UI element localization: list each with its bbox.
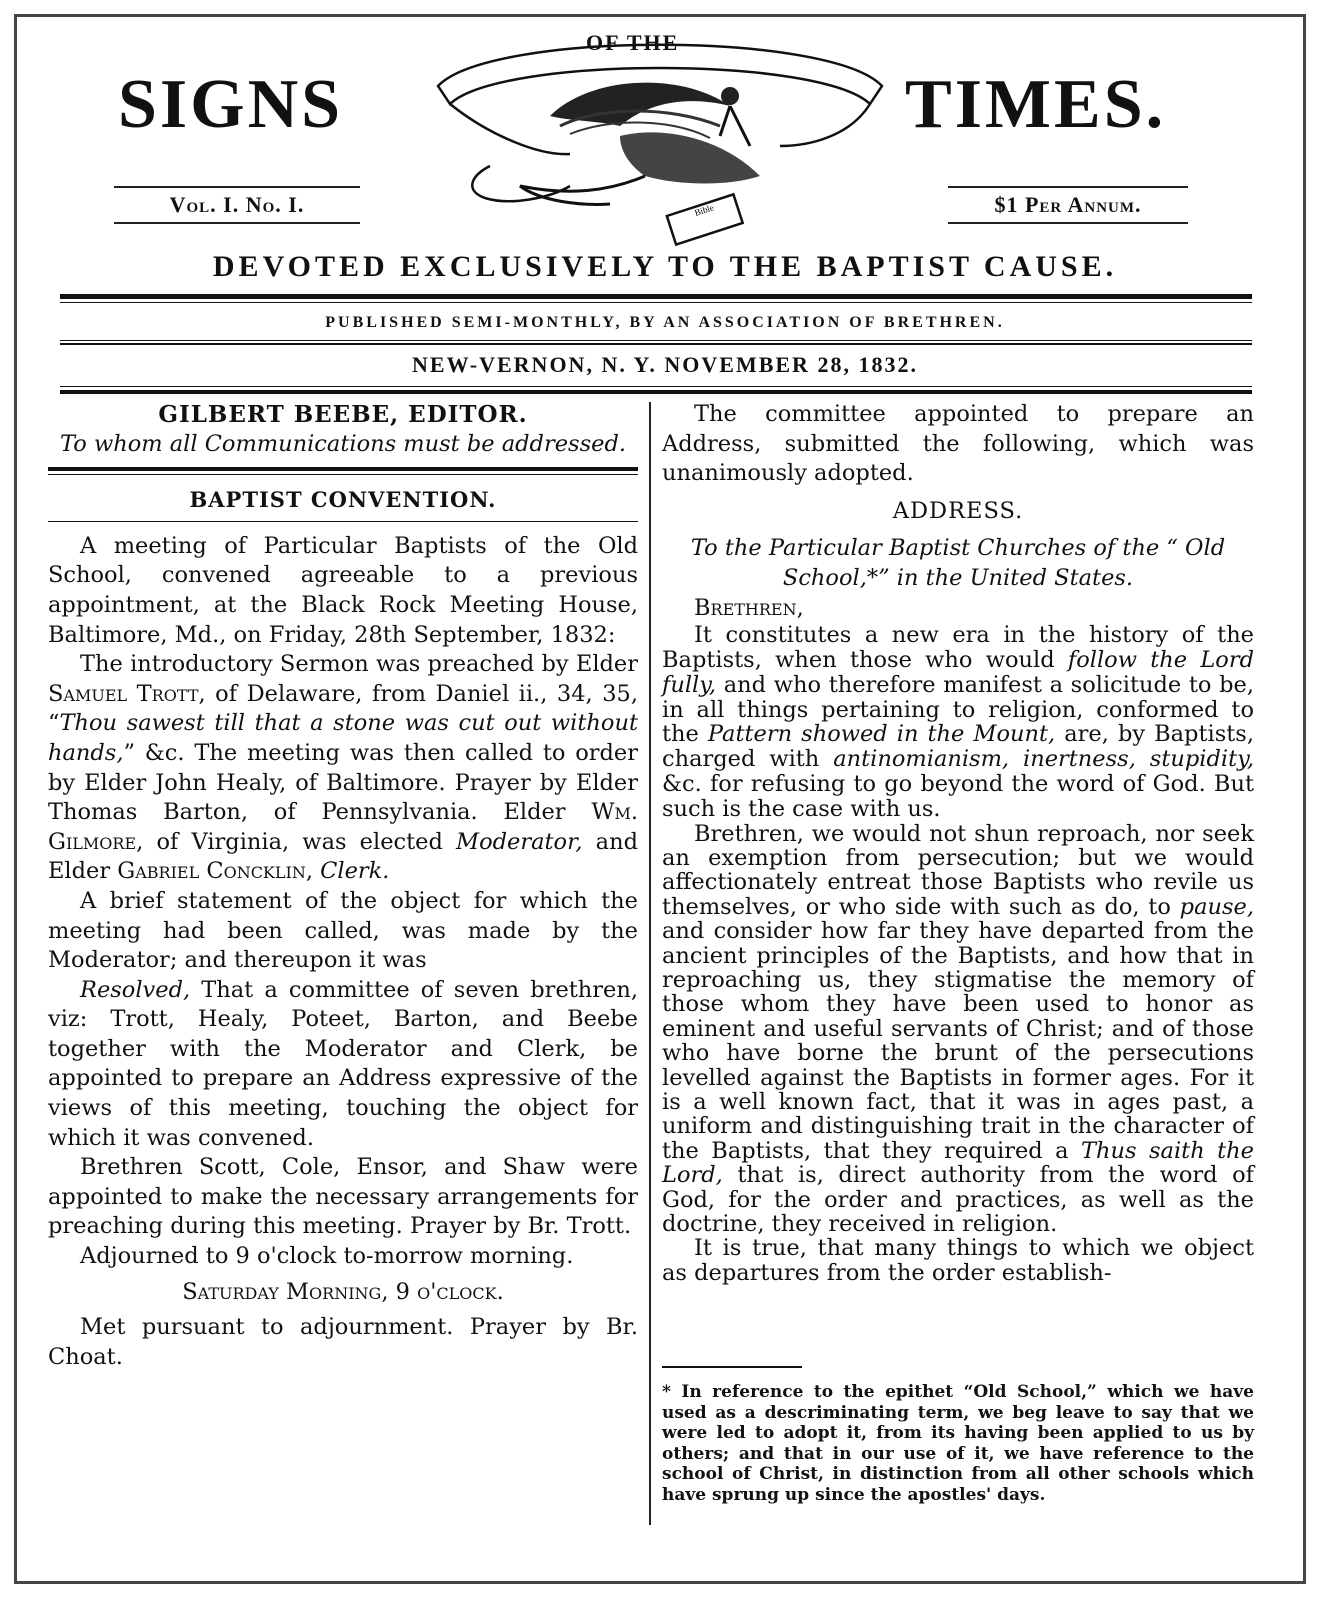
bible-label: Bible bbox=[693, 202, 715, 218]
right-column bbox=[662, 400, 1254, 1285]
publication-line: PUBLISHED SEMI-MONTHLY, BY AN ASSOCIATION OF BRETHREN. bbox=[325, 314, 1005, 331]
divider bbox=[60, 294, 1252, 299]
editor-heading: GILBERT BEEBE, EDITOR. bbox=[158, 401, 528, 428]
paragraph: Adjourned to 9 o'clock to-morrow morning. bbox=[80, 1243, 574, 1270]
subheading: Saturday Morning, 9 o'clock. bbox=[182, 1278, 504, 1305]
dateline: NEW-VERNON, N. Y. NOVEMBER 28, 1832. bbox=[412, 352, 918, 377]
column-divider bbox=[649, 402, 651, 1525]
angel-emblem-icon bbox=[430, 26, 890, 256]
divider bbox=[60, 302, 1252, 303]
divider bbox=[60, 340, 1252, 341]
divider bbox=[60, 343, 1252, 345]
paragraph: It is true, that many things to which we object as departures from the order establish- bbox=[662, 1235, 1254, 1286]
masthead-of-the: OF THE bbox=[586, 30, 680, 55]
masthead-title-left: SIGNS bbox=[118, 66, 344, 143]
subscription-price: $1 Per Annum. bbox=[948, 186, 1188, 224]
divider bbox=[60, 386, 1252, 387]
divider bbox=[48, 521, 638, 522]
address-heading: ADDRESS. bbox=[892, 497, 1024, 524]
paragraph: It constitutes a new era in the history of the Baptists, when those who would follow the Lord fully, and who therefore manifest a solicitude to be, in all things pertaining to religion, conformed to the Pattern showed in the Mount, are, by Baptists, charged with antinomianism, inertness, stupidity, &c. for refusing to go beyond the word of God. But such is the case with us. bbox=[662, 622, 1255, 822]
volume-number: Vol. I. No. I. bbox=[114, 186, 360, 224]
paragraph: A meeting of Particular Baptists of the Old School, convened agreeable to a previous appointment, at the Black Rock Meeting House, Baltimore, Md., on Friday, 28th September, 1832: bbox=[48, 532, 638, 648]
editor-note: To whom all Communications must be addressed. bbox=[60, 430, 626, 457]
paragraph: Brethren, we would not shun reproach, nor seek an exemption from persecution; but we would affectionately entreat those Baptists who revile us themselves, or who side with such as do, to pause, and consider how far they have departed from the ancient principles of the Baptists, and how that in reproaching us, they stigmatise the memory of those whom they have been used to honor as eminent and useful servants of Christ; and of those who have borne the brunt of the persecutions levelled against the Baptists in former ages. For it is a well known fact, that it was in ages past, a uniform and distinguishing trait in the character of the Baptists, that they required a Thus saith the Lord, that is, direct authority from the word of God, for the order and practices, as well as the doctrine, they received in religion. bbox=[662, 820, 1254, 1238]
masthead-title-right: TIMES. bbox=[905, 66, 1167, 143]
brethren-greeting: Brethren, bbox=[694, 594, 804, 621]
paragraph: Resolved, That a committee of seven brethren, viz: Trott, Healy, Poteet, Barton, and Beebe together with the Moderator and Clerk, be appointed to prepare an Address expressive of the views of this meeting, touching the object for which it was convened. bbox=[48, 976, 638, 1151]
divider bbox=[60, 390, 1252, 394]
paragraph: The introductory Sermon was preached by Elder Samuel Trott, of Delaware, from Daniel ii., 34, 35, “Thou sawest till that a stone was cut out without hands,” &c. The meeting was then called to order by Elder John Healy, of Baltimore. Prayer by Elder Thomas Barton, of Pennsylvania. Elder Wm. Gilmore, of Virginia, was elected Moderator, and Elder Gabriel Concklin, Clerk. bbox=[48, 651, 638, 885]
footnote: * In reference to the epithet “Old School,” which we have used as a descriminating term, we beg leave to say that we were led to adopt it, from its having been applied to us by others; and that in our use of it, we have reference to the school of Christ, in distinction from all other schools which have sprung up since the apostles' days. bbox=[662, 1382, 1254, 1505]
motto: DEVOTED EXCLUSIVELY TO THE BAPTIST CAUSE. bbox=[212, 250, 1118, 283]
footnote-rule bbox=[662, 1366, 802, 1368]
section-heading: BAPTIST CONVENTION. bbox=[189, 487, 497, 513]
paragraph: A brief statement of the object for which the meeting had been called, was made by the Moderator; and thereupon it was bbox=[48, 887, 638, 974]
paragraph: The committee appointed to prepare an Address, submitted the following, which was unanimously adopted. bbox=[662, 401, 1254, 487]
paragraph: Brethren Scott, Cole, Ensor, and Shaw were appointed to make the necessary arrangements for preaching during this meeting. Prayer by Br. Trott. bbox=[48, 1154, 638, 1240]
left-column bbox=[48, 400, 638, 1372]
paragraph: Met pursuant to adjournment. Prayer by Br. Choat. bbox=[48, 1314, 638, 1370]
address-salutation: To the Particular Baptist Churches of the “ Old School,*” in the United States. bbox=[690, 535, 1226, 591]
divider bbox=[48, 467, 638, 475]
